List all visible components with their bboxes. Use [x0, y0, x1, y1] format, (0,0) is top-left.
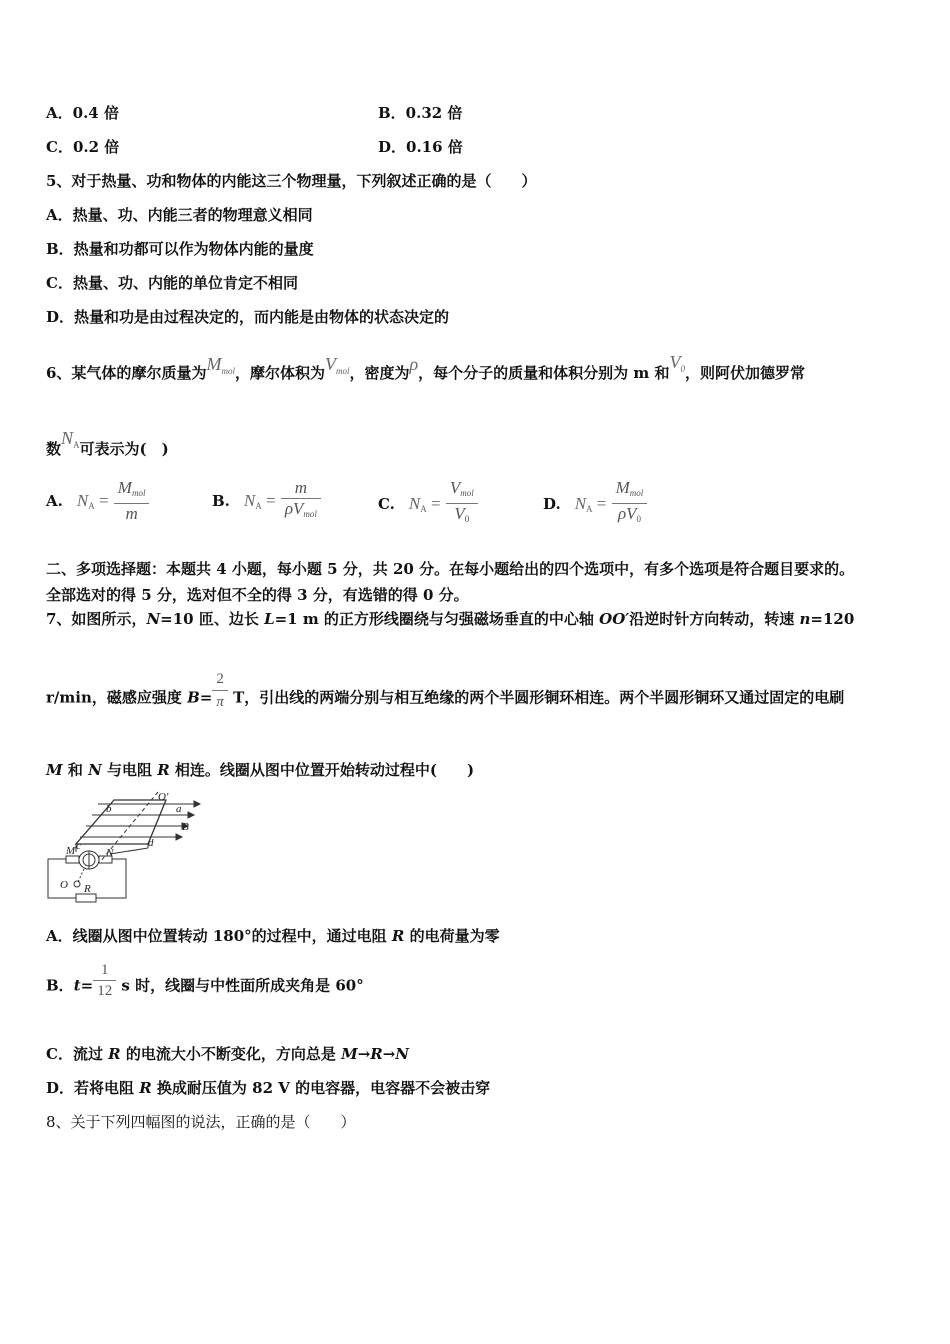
formula-lhs: $N_A$ =: [76, 491, 109, 511]
q6-stem-line2: [46, 428, 169, 459]
arrow-icon: [188, 812, 194, 818]
q6-option-d: [543, 478, 647, 529]
label-a: a: [176, 803, 182, 815]
q5-option-b: B．热量和功都可以作为物体内能的量度: [46, 240, 314, 258]
axis-end: [74, 881, 80, 887]
q6-text: 数: [46, 440, 62, 458]
symbol-avogadro: $N^A$: [61, 428, 80, 450]
label-B: B: [182, 821, 189, 833]
q6-stem-line1: [46, 352, 805, 383]
label-o-prime: O′: [158, 791, 169, 803]
q6-option-b: [212, 478, 321, 524]
formula-lhs: $N_A$ =: [574, 493, 607, 514]
q6-text: ，每个分子的质量和体积分别为 m 和: [418, 364, 670, 382]
arrow-icon: [194, 801, 200, 807]
option-label: D.: [543, 494, 561, 513]
q5-option-d: D．热量和功是由过程决定的，而内能是由物体的状态决定的: [46, 308, 450, 326]
q7-option-a: A．线圈从图中位置转动 180°的过程中，通过电阻 R 的电荷量为零: [46, 927, 500, 945]
q6-option-a: [46, 478, 149, 524]
label-d: d: [148, 837, 154, 849]
symbol-v0: $V^0$: [669, 352, 685, 374]
formula-lhs: $N_A$ =: [243, 491, 276, 511]
q5-option-c: C．热量、功、内能的单位肯定不相同: [46, 274, 298, 292]
option-label: B.: [212, 492, 230, 510]
section2-heading-line1: 二、多项选择题：本题共 4 小题，每小题 5 分，共 20 分。在每小题给出的四个选项中，有多个选项是符合题目要求的。: [46, 560, 855, 578]
formula-fraction-b: $\frac{m}{\rho V_{mol}}$: [281, 478, 321, 524]
section2-heading-line2: 全部选对的得 5 分，选对但不全的得 3 分，有选错的得 0 分。: [46, 586, 469, 604]
q6-text: 可表示为( ): [79, 440, 169, 458]
label-O: O: [60, 879, 68, 891]
formula-fraction-d: $\frac{M_{mol}}{\rho V_0}$: [612, 478, 648, 529]
q7-stem-line3: M 和 N 与电阻 R 相连。线圈从图中位置开始转动过程中( ): [46, 761, 475, 779]
q6-option-c: [378, 478, 478, 529]
label-M: M: [66, 845, 76, 857]
q7-option-d: D．若将电阻 R 换成耐压值为 82 V 的电容器，电容器不会被击穿: [46, 1079, 491, 1097]
brush-m: [66, 856, 79, 863]
q7-stem-line2: r/min，磁感应强度 B= $\frac{2}{\pi}$ T，引出线的两端分别与相互绝缘的两个半圆形铜环相连。两个半圆形铜环又通过固定的电刷: [46, 668, 844, 713]
q7-coil-diagram: [44, 788, 204, 906]
label-N: N: [106, 847, 114, 859]
q5-option-a: A．热量、功、内能三者的物理意义相同: [46, 206, 313, 224]
formula-fraction-c: $\frac{V_{mol}}{V_0}$: [446, 478, 478, 529]
q7-option-c: C．流过 R 的电流大小不断变化，方向总是 M→R→N: [46, 1045, 410, 1063]
q7-time-fraction: $\frac{1}{12}$: [93, 960, 116, 1001]
label-R: R: [84, 883, 91, 895]
q6-text: 6、某气体的摩尔质量为: [46, 364, 207, 382]
label-b: b: [106, 803, 112, 815]
symbol-molar-volume: $V^{mol}$: [324, 354, 350, 376]
formula-fraction-a: $\frac{M_{mol}}{m}$: [114, 478, 150, 524]
q4-option-c: C．0.2 倍: [46, 138, 120, 156]
q7-b-fraction: $\frac{2}{\pi}$: [212, 668, 228, 713]
q6-text: ，密度为: [349, 364, 410, 382]
lead-wire: [110, 848, 148, 854]
q8-stem: 8、关于下列四幅图的说法，正确的是（ ）: [46, 1113, 356, 1131]
option-label: A.: [46, 492, 63, 510]
symbol-molar-mass: $M^{mol}$: [206, 354, 235, 376]
q7-stem-line1: 7、如图所示，N=10 匝、边长 L=1 m 的正方形线圈绕与匀强磁场垂直的中心轴 OO′沿逆时针方向转动，转速 n=120: [46, 610, 855, 628]
symbol-density: ρ: [409, 354, 419, 374]
q6-text: ，则阿伏加德罗常: [684, 364, 805, 382]
option-label: C.: [378, 494, 395, 513]
q6-text: ，摩尔体积为: [234, 364, 325, 382]
label-c: c: [76, 840, 81, 852]
arrow-icon: [176, 834, 182, 840]
formula-lhs: $N_A$ =: [408, 493, 441, 514]
q5-stem: 5、对于热量、功和物体的内能这三个物理量，下列叙述正确的是（ ）: [46, 172, 537, 190]
q7-option-b: B．t= $\frac{1}{12}$ s 时，线圈与中性面所成夹角是 60°: [46, 962, 364, 999]
axis-lower: [78, 869, 84, 882]
q4-option-a: A．0.4 倍: [46, 104, 119, 122]
q4-option-b: B．0.32 倍: [378, 104, 463, 122]
q4-option-d: D．0.16 倍: [378, 138, 463, 156]
resistor: [76, 894, 96, 902]
